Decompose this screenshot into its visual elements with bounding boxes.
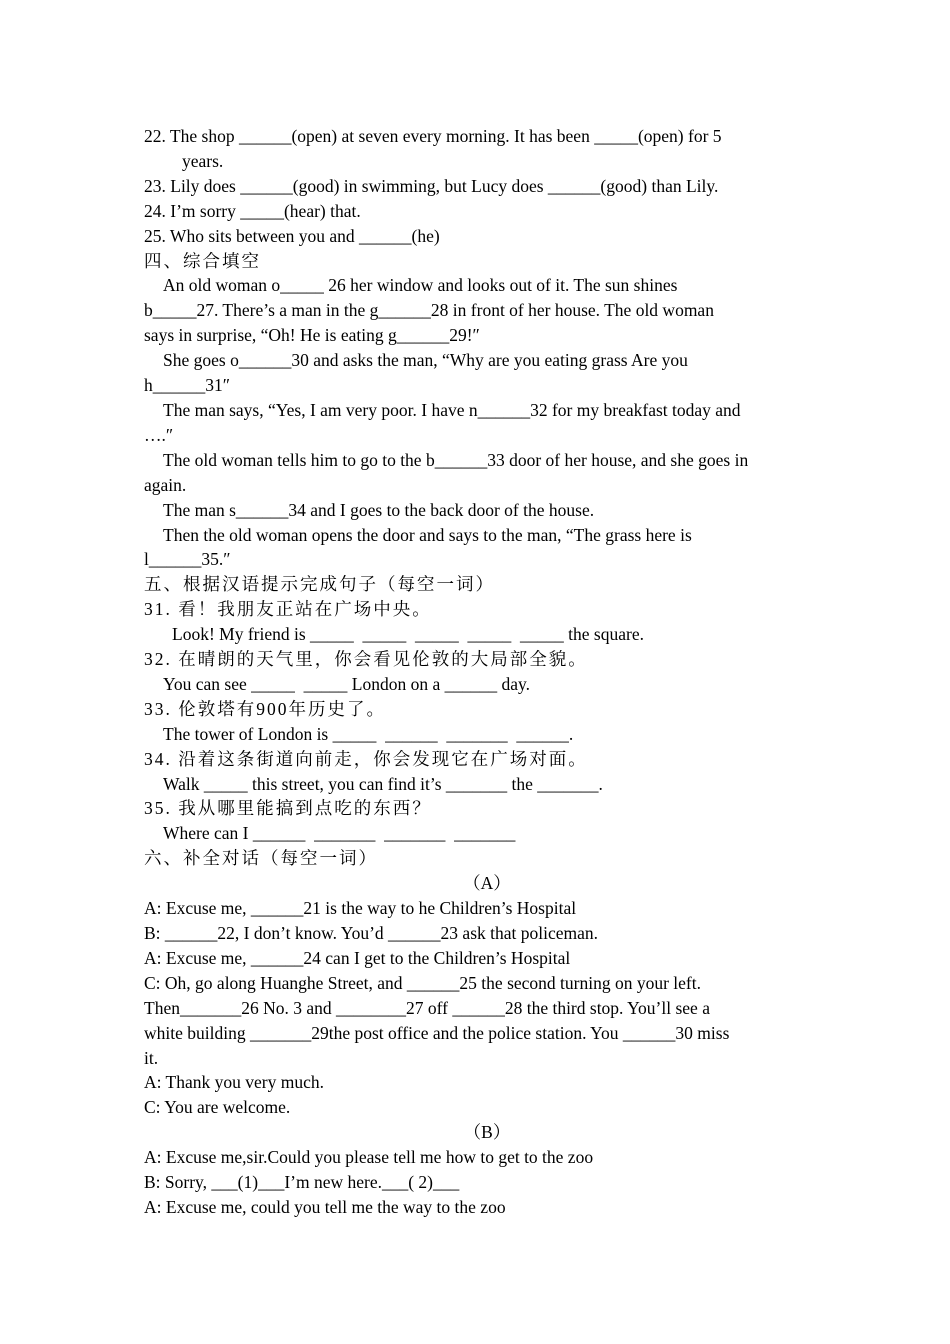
dialogue-b-line-3: A: Excuse me, could you tell me the way to the zoo — [144, 1196, 506, 1217]
dialogue-a-heading: （A） — [463, 873, 511, 894]
section-heading-5: 五、根据汉语提示完成句子（每空一词） — [144, 574, 495, 595]
cloze-line-9: again. — [144, 474, 187, 495]
translation-answer-31: Look! My friend is _____ _____ _____ _____ _____ the square. — [172, 624, 644, 645]
cloze-line-5: h______31″ — [144, 375, 231, 396]
dialogue-a-line-4: C: Oh, go along Huanghe Street, and ______25 the second turning on your left. — [144, 972, 701, 993]
translation-prompt-32: 32. 在晴朗的天气里，你会看见伦敦的大局部全貌。 — [144, 649, 588, 670]
translation-prompt-33: 33. 伦敦塔有900年历史了。 — [144, 698, 386, 719]
cloze-line-4: She goes o______30 and asks the man, “Why are you eating grass Are you — [163, 350, 688, 371]
dialogue-a-line-2: B: ______22, I don’t know. You’d ______23 ask that policeman. — [144, 923, 599, 943]
question-22: 22. The shop ______(open) at seven every morning. It has been _____(open) for 5 — [144, 126, 722, 146]
question-25: 25. Who sits between you and ______(he) — [144, 225, 440, 246]
dialogue-a-line-9: C: You are welcome. — [144, 1097, 291, 1118]
translation-prompt-31: 31. 看！我朋友正站在广场中央。 — [144, 599, 432, 620]
cloze-line-6: The man says, “Yes, I am very poor. I have n______32 for my breakfast today and — [163, 399, 741, 420]
translation-prompt-34: 34. 沿着这条街道向前走，你会发现它在广场对面。 — [144, 748, 588, 769]
section-heading-6: 六、补全对话（每空一词） — [144, 848, 378, 869]
question-22-continuation: years. — [182, 150, 224, 171]
translation-answer-35: Where can I ______ _______ _______ _______ — [163, 823, 516, 844]
dialogue-a-line-1: A: Excuse me, ______21 is the way to he Children’s Hospital — [144, 898, 577, 919]
cloze-line-12: l______35.″ — [144, 549, 231, 570]
translation-answer-32: You can see _____ _____ London on a ______ day. — [163, 673, 530, 694]
cloze-line-7: ….″ — [144, 424, 174, 445]
question-23: 23. Lily does ______(good) in swimming, but Lucy does ______(good) than Lily. — [144, 175, 719, 196]
translation-answer-34: Walk _____ this street, you can find it’s _______ the _______. — [163, 773, 603, 794]
translation-prompt-35: 35. 我从哪里能搞到点吃的东西？ — [144, 798, 432, 819]
dialogue-a-line-7: it. — [144, 1047, 159, 1068]
cloze-line-1: An old woman o_____ 26 her window and looks out of it. The sun shines — [163, 275, 678, 296]
cloze-line-11: Then the old woman opens the door and says to the man, “The grass here is — [163, 524, 692, 545]
section-heading-4: 四、综合填空 — [144, 250, 261, 271]
cloze-line-10: The man s______34 and I goes to the back door of the house. — [163, 499, 595, 520]
dialogue-b-line-2: B: Sorry, ___(1)___I’m new here.___( 2)___ — [144, 1172, 460, 1193]
cloze-line-8: The old woman tells him to go to the b______33 door of her house, and she goes in — [163, 449, 749, 470]
cloze-line-2: b_____27. There’s a man in the g______28 in front of her house. The old woman — [144, 300, 714, 321]
dialogue-a-line-3: A: Excuse me, ______24 can I get to the Children’s Hospital — [144, 947, 571, 968]
dialogue-a-line-6: white building _______29the post office and the police station. You ______30 miss — [144, 1022, 730, 1043]
cloze-line-3: says in surprise, “Oh! He is eating g______29!″ — [144, 325, 480, 346]
dialogue-a-line-8: A: Thank you very much. — [144, 1072, 324, 1093]
question-24: 24. I’m sorry _____(hear) that. — [144, 200, 361, 221]
dialogue-b-line-1: A: Excuse me,sir.Could you please tell me how to get to the zoo — [144, 1147, 594, 1168]
translation-answer-33: The tower of London is _____ ______ _______ ______. — [163, 723, 574, 744]
dialogue-a-line-5: Then_______26 No. 3 and ________27 off ______28 the third stop. You’ll see a — [144, 997, 710, 1018]
dialogue-b-heading: （B） — [463, 1122, 511, 1143]
